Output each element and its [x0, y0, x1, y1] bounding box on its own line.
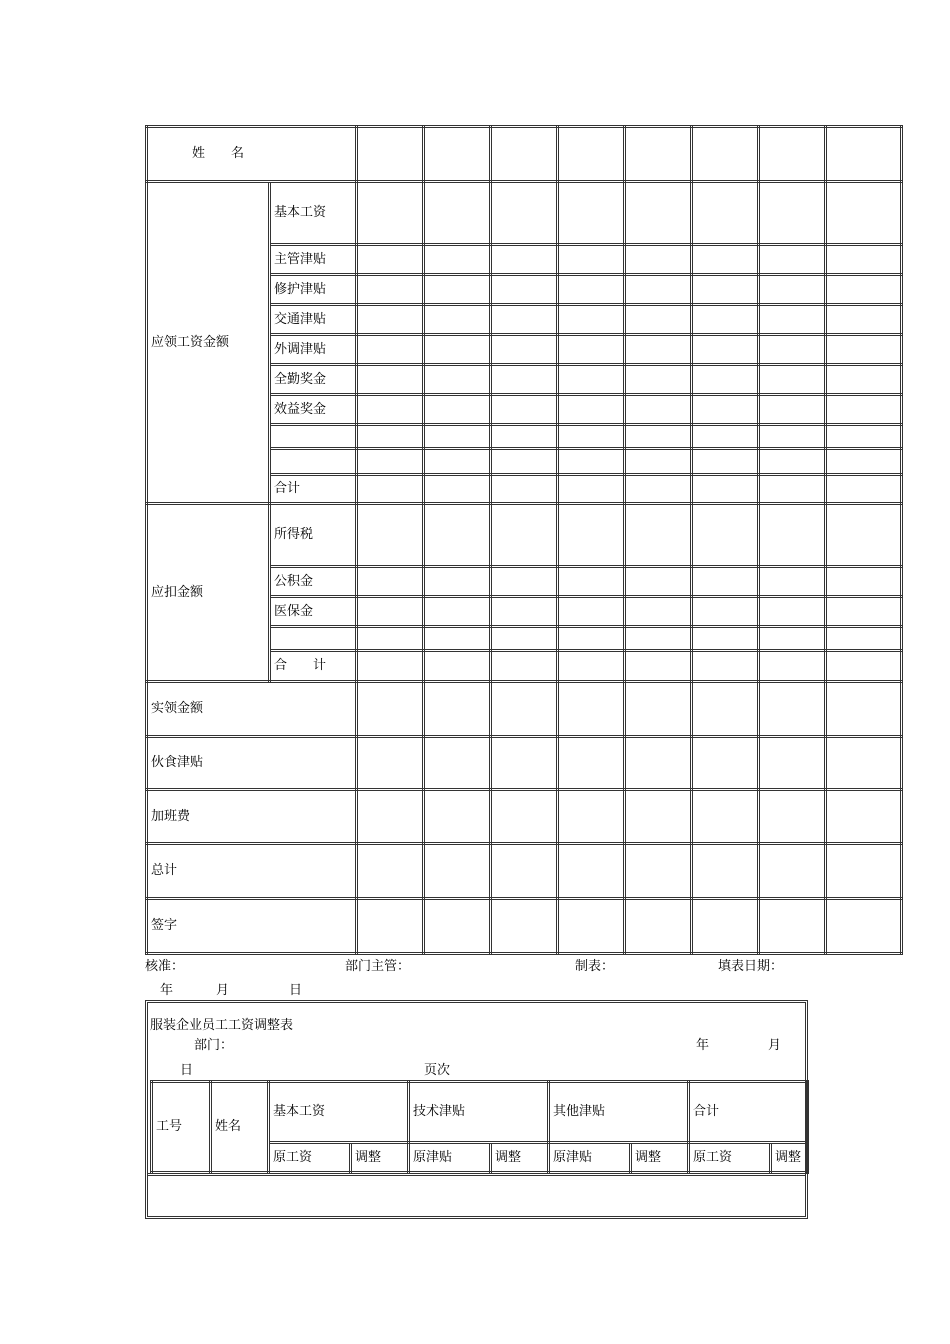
data-cell[interactable]: [692, 335, 759, 365]
data-cell[interactable]: [826, 335, 902, 365]
signature-cell[interactable]: [759, 899, 826, 954]
date-year: 年: [160, 983, 174, 998]
data-cell[interactable]: [491, 844, 558, 899]
payable-item-label: [270, 449, 357, 475]
data-cell[interactable]: [826, 475, 902, 504]
group-total: 合计: [689, 1082, 808, 1143]
sub-original-salary: 原工资: [689, 1143, 771, 1173]
grand-total-label: 总计: [147, 844, 357, 899]
data-cell[interactable]: [826, 275, 902, 305]
data-cell[interactable]: [491, 651, 558, 682]
data-cell[interactable]: [491, 790, 558, 844]
data-cell[interactable]: [625, 597, 692, 627]
data-cell[interactable]: [424, 182, 491, 245]
data-cell[interactable]: [759, 182, 826, 245]
data-cell[interactable]: [491, 182, 558, 245]
data-cell[interactable]: [424, 305, 491, 335]
sub-original-allowance: 原津贴: [409, 1143, 491, 1173]
deduct-item-label: 医保金: [270, 597, 357, 627]
deduct-item-label: 所得税: [270, 504, 357, 567]
data-cell[interactable]: [625, 790, 692, 844]
adjust-divider: [148, 1173, 805, 1176]
data-cell[interactable]: [558, 365, 625, 395]
data-cell[interactable]: [491, 567, 558, 597]
signature-cell[interactable]: [424, 899, 491, 954]
data-cell[interactable]: [558, 425, 625, 449]
data-cell[interactable]: [826, 737, 902, 790]
data-cell[interactable]: [759, 365, 826, 395]
data-cell[interactable]: [491, 425, 558, 449]
sub-original-salary: 原工资: [269, 1143, 351, 1173]
data-cell[interactable]: [759, 335, 826, 365]
data-cell[interactable]: [491, 305, 558, 335]
data-cell[interactable]: [558, 504, 625, 567]
data-cell[interactable]: [558, 395, 625, 425]
data-cell[interactable]: [424, 245, 491, 275]
data-cell[interactable]: [692, 627, 759, 651]
name-cell[interactable]: [625, 127, 692, 182]
data-cell[interactable]: [558, 597, 625, 627]
data-cell[interactable]: [692, 651, 759, 682]
data-cell[interactable]: [826, 365, 902, 395]
signature-cell[interactable]: [357, 899, 424, 954]
data-cell[interactable]: [424, 597, 491, 627]
data-cell[interactable]: [625, 182, 692, 245]
payable-item-label: 主管津贴: [270, 245, 357, 275]
data-cell[interactable]: [491, 627, 558, 651]
date-day: 日: [289, 983, 303, 998]
payable-item-label: 交通津贴: [270, 305, 357, 335]
data-cell[interactable]: [692, 425, 759, 449]
data-cell[interactable]: [625, 449, 692, 475]
data-cell[interactable]: [424, 449, 491, 475]
name-cell[interactable]: [826, 127, 902, 182]
data-cell[interactable]: [357, 651, 424, 682]
group-other-allowance: 其他津贴: [549, 1082, 689, 1143]
data-cell[interactable]: [558, 182, 625, 245]
salary-adjustment-form: [145, 1000, 808, 1219]
sub-adjust: 调整: [491, 1143, 549, 1173]
data-cell[interactable]: [692, 844, 759, 899]
data-cell[interactable]: [357, 449, 424, 475]
data-cell[interactable]: [826, 449, 902, 475]
deduct-item-label: 公积金: [270, 567, 357, 597]
data-cell[interactable]: [424, 737, 491, 790]
data-cell[interactable]: [357, 682, 424, 737]
data-cell[interactable]: [625, 651, 692, 682]
data-cell[interactable]: [558, 475, 625, 504]
data-cell[interactable]: [826, 682, 902, 737]
data-cell[interactable]: [759, 245, 826, 275]
data-cell[interactable]: [357, 475, 424, 504]
actual-pay-label: 实领金额: [147, 682, 357, 737]
sub-adjust: 调整: [771, 1143, 808, 1173]
data-cell[interactable]: [759, 627, 826, 651]
data-cell[interactable]: [357, 504, 424, 567]
data-cell[interactable]: [424, 425, 491, 449]
data-cell[interactable]: [692, 305, 759, 335]
deduct-item-label: [270, 627, 357, 651]
data-cell[interactable]: [558, 737, 625, 790]
col-employee-id: 工号: [152, 1082, 211, 1173]
data-cell[interactable]: [625, 844, 692, 899]
signature-cell[interactable]: [826, 899, 902, 954]
data-cell[interactable]: [625, 245, 692, 275]
payable-item-label: 效益奖金: [270, 395, 357, 425]
data-cell[interactable]: [491, 597, 558, 627]
payable-item-label: 全勤奖金: [270, 365, 357, 395]
data-cell[interactable]: [357, 275, 424, 305]
data-cell[interactable]: [558, 449, 625, 475]
data-cell[interactable]: [625, 682, 692, 737]
data-cell[interactable]: [558, 245, 625, 275]
sub-original-allowance: 原津贴: [549, 1143, 631, 1173]
meal-allowance-label: 伙食津贴: [147, 737, 357, 790]
data-cell[interactable]: [558, 790, 625, 844]
data-cell[interactable]: [759, 651, 826, 682]
data-cell[interactable]: [692, 682, 759, 737]
data-cell[interactable]: [357, 335, 424, 365]
data-cell[interactable]: [625, 335, 692, 365]
data-cell[interactable]: [491, 335, 558, 365]
data-cell[interactable]: [826, 844, 902, 899]
data-cell[interactable]: [759, 449, 826, 475]
data-cell[interactable]: [826, 504, 902, 567]
name-cell[interactable]: [558, 127, 625, 182]
adjust-year: 年: [696, 1038, 710, 1053]
group-tech-allowance: 技术津贴: [409, 1082, 549, 1143]
data-cell[interactable]: [357, 844, 424, 899]
adjust-day: 日: [180, 1063, 194, 1078]
data-cell[interactable]: [759, 504, 826, 567]
data-cell[interactable]: [424, 682, 491, 737]
col-employee-name: 姓名: [211, 1082, 269, 1173]
payable-group-label: 应领工资金额: [147, 182, 270, 504]
data-cell[interactable]: [558, 275, 625, 305]
data-cell[interactable]: [625, 365, 692, 395]
data-cell[interactable]: [357, 365, 424, 395]
data-cell[interactable]: [424, 365, 491, 395]
signature-cell[interactable]: [558, 899, 625, 954]
data-cell[interactable]: [692, 597, 759, 627]
data-cell[interactable]: [692, 245, 759, 275]
data-cell[interactable]: [357, 597, 424, 627]
fill-date-label: 填表日期：: [718, 959, 784, 974]
data-cell[interactable]: [424, 275, 491, 305]
signature-cell[interactable]: [625, 899, 692, 954]
deduct-group-label: 应扣金额: [147, 504, 270, 682]
name-cell[interactable]: [424, 127, 491, 182]
data-cell[interactable]: [558, 682, 625, 737]
data-cell[interactable]: [558, 844, 625, 899]
data-cell[interactable]: [759, 682, 826, 737]
data-cell[interactable]: [759, 737, 826, 790]
salary-table: [145, 125, 903, 955]
data-cell[interactable]: [692, 790, 759, 844]
payable-total-label: 合计: [270, 475, 357, 504]
data-cell[interactable]: [357, 245, 424, 275]
approve-label: 核准：: [145, 959, 185, 974]
data-cell[interactable]: [692, 365, 759, 395]
data-cell[interactable]: [692, 567, 759, 597]
prepared-by-label: 制表：: [575, 959, 615, 974]
data-cell[interactable]: [491, 395, 558, 425]
dept-head-label: 部门主管：: [345, 959, 411, 974]
data-cell[interactable]: [558, 567, 625, 597]
data-cell[interactable]: [625, 567, 692, 597]
data-cell[interactable]: [357, 305, 424, 335]
data-cell[interactable]: [625, 475, 692, 504]
data-cell[interactable]: [826, 651, 902, 682]
data-cell[interactable]: [491, 275, 558, 305]
data-cell[interactable]: [759, 844, 826, 899]
signature-cell[interactable]: [692, 899, 759, 954]
data-cell[interactable]: [826, 305, 902, 335]
data-cell[interactable]: [692, 182, 759, 245]
data-cell[interactable]: [357, 182, 424, 245]
data-cell[interactable]: [424, 395, 491, 425]
data-cell[interactable]: [491, 449, 558, 475]
data-cell[interactable]: [826, 425, 902, 449]
data-cell[interactable]: [826, 245, 902, 275]
data-cell[interactable]: [692, 504, 759, 567]
data-cell[interactable]: [826, 790, 902, 844]
payable-item-label: 修护津贴: [270, 275, 357, 305]
data-cell[interactable]: [625, 305, 692, 335]
data-cell[interactable]: [759, 305, 826, 335]
data-cell[interactable]: [491, 245, 558, 275]
data-cell[interactable]: [625, 275, 692, 305]
data-cell[interactable]: [558, 651, 625, 682]
name-cell[interactable]: [491, 127, 558, 182]
data-cell[interactable]: [759, 395, 826, 425]
data-cell[interactable]: [692, 475, 759, 504]
adjust-page-label: 页次: [424, 1063, 451, 1078]
data-cell[interactable]: [692, 737, 759, 790]
data-cell[interactable]: [826, 627, 902, 651]
data-cell[interactable]: [826, 567, 902, 597]
data-cell[interactable]: [491, 475, 558, 504]
overtime-pay-label: 加班费: [147, 790, 357, 844]
data-cell[interactable]: [625, 504, 692, 567]
data-cell[interactable]: [759, 275, 826, 305]
data-cell[interactable]: [558, 305, 625, 335]
data-cell[interactable]: [692, 395, 759, 425]
name-cell[interactable]: [692, 127, 759, 182]
payable-item-label: [270, 425, 357, 449]
data-cell[interactable]: [357, 425, 424, 449]
data-cell[interactable]: [759, 425, 826, 449]
data-cell[interactable]: [625, 737, 692, 790]
data-cell[interactable]: [424, 567, 491, 597]
name-header: 姓 名: [147, 127, 357, 182]
data-cell[interactable]: [357, 627, 424, 651]
data-cell[interactable]: [424, 790, 491, 844]
data-cell[interactable]: [424, 627, 491, 651]
data-cell[interactable]: [759, 790, 826, 844]
adjustment-table: [150, 1080, 809, 1174]
adjust-department-label: 部门：: [194, 1038, 234, 1053]
data-cell[interactable]: [759, 567, 826, 597]
data-cell[interactable]: [826, 182, 902, 245]
data-cell[interactable]: [826, 395, 902, 425]
data-cell[interactable]: [491, 682, 558, 737]
data-cell[interactable]: [357, 395, 424, 425]
signature-cell[interactable]: [491, 899, 558, 954]
data-cell[interactable]: [491, 365, 558, 395]
data-cell[interactable]: [357, 737, 424, 790]
data-cell[interactable]: [424, 504, 491, 567]
deduct-total-label: 合 计: [270, 651, 357, 682]
data-cell[interactable]: [491, 504, 558, 567]
data-cell[interactable]: [558, 627, 625, 651]
data-cell[interactable]: [357, 790, 424, 844]
payable-item-label: 基本工资: [270, 182, 357, 245]
data-cell[interactable]: [826, 597, 902, 627]
data-cell[interactable]: [625, 627, 692, 651]
data-cell[interactable]: [424, 335, 491, 365]
data-cell[interactable]: [491, 737, 558, 790]
data-cell[interactable]: [692, 275, 759, 305]
name-cell[interactable]: [759, 127, 826, 182]
data-cell[interactable]: [625, 425, 692, 449]
sub-adjust: 调整: [351, 1143, 409, 1173]
adjust-month: 月: [768, 1038, 782, 1053]
data-cell[interactable]: [424, 475, 491, 504]
data-cell[interactable]: [692, 449, 759, 475]
data-cell[interactable]: [357, 567, 424, 597]
data-cell[interactable]: [424, 651, 491, 682]
name-cell[interactable]: [357, 127, 424, 182]
date-month: 月: [216, 983, 230, 998]
data-cell[interactable]: [625, 395, 692, 425]
sub-adjust: 调整: [631, 1143, 689, 1173]
group-base-salary: 基本工资: [269, 1082, 409, 1143]
adjust-title: 服装企业员工工资调整表: [150, 1018, 294, 1033]
data-cell[interactable]: [424, 844, 491, 899]
data-cell[interactable]: [759, 597, 826, 627]
payable-item-label: 外调津贴: [270, 335, 357, 365]
signature-label: 签字: [147, 899, 357, 954]
data-cell[interactable]: [558, 335, 625, 365]
data-cell[interactable]: [759, 475, 826, 504]
